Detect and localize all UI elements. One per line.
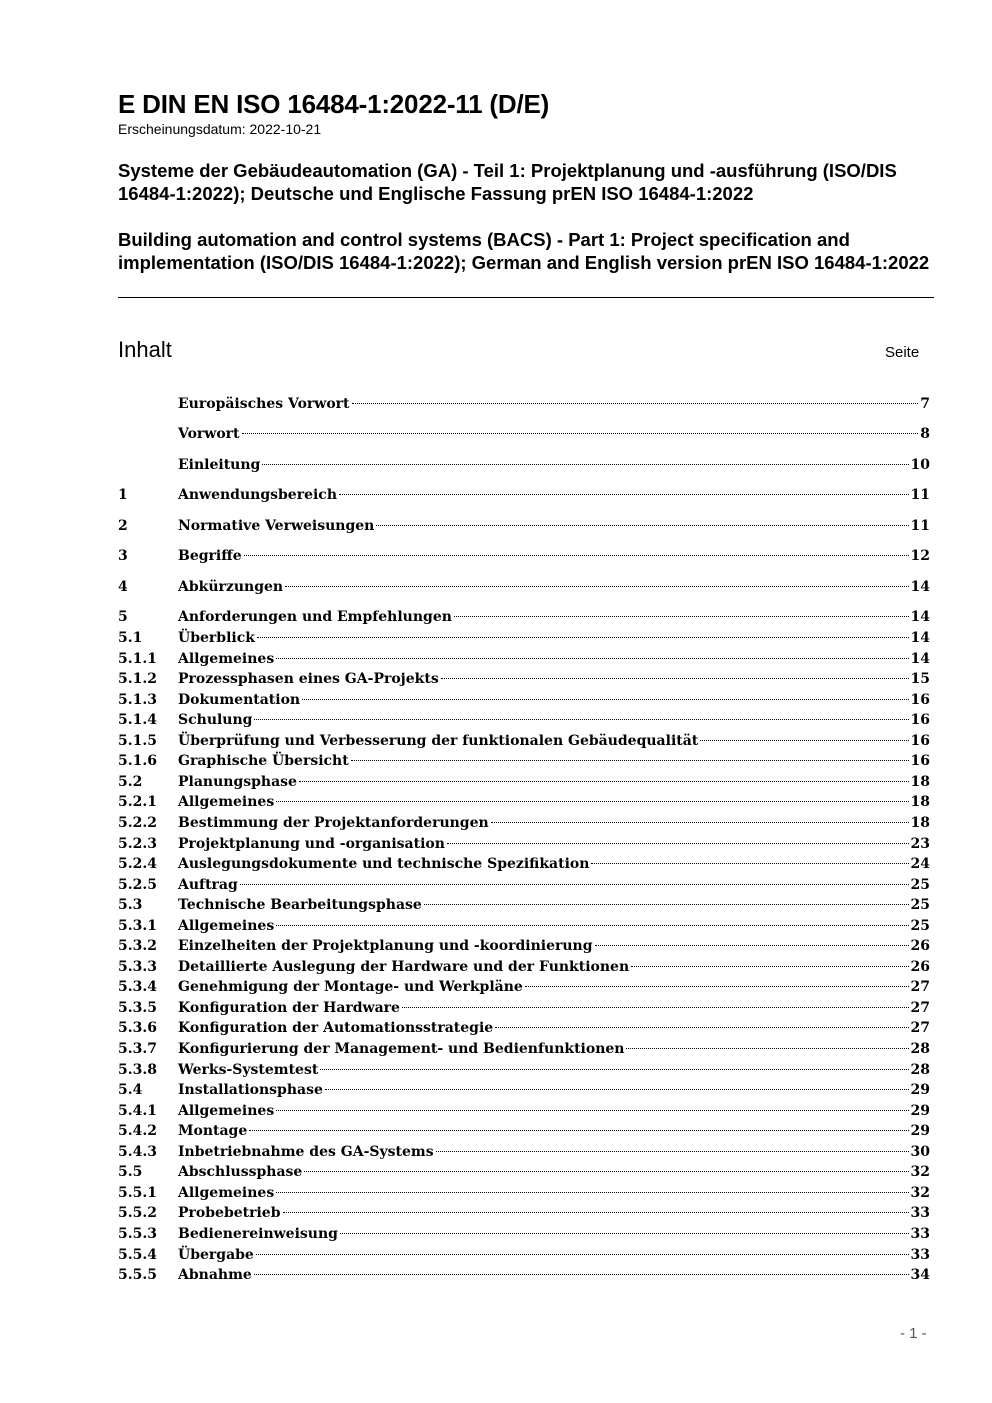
toc-entry-number: 5.4.3 — [118, 1143, 157, 1160]
toc-entry[interactable] — [118, 1040, 930, 1058]
toc-entry-title: Übergabe — [178, 1246, 254, 1263]
toc-entry-title: Allgemeines — [178, 794, 275, 811]
toc-entry-title: Inbetriebnahme des GA-Systems — [178, 1143, 434, 1160]
document-id: E DIN EN ISO 16484-1:2022-11 (D/E) — [118, 89, 550, 119]
toc-leader-dots — [339, 494, 909, 495]
toc-leader-dots — [242, 433, 919, 434]
title-german: Systeme der Gebäudeautomation (GA) - Teil 1: Projektplanung und -ausführung (ISO/DIS 16484-1:2022); Deutsche und Englische Fassung prEN ISO 16484-1:2022 — [118, 160, 897, 204]
toc-leader-dots — [276, 801, 908, 802]
toc-entry-page: 30 — [910, 1143, 930, 1160]
toc-entry-page: 25 — [910, 917, 930, 934]
toc-entry-page: 18 — [910, 814, 930, 831]
toc-leader-dots — [352, 403, 919, 404]
toc-entry[interactable] — [118, 1225, 930, 1243]
toc-entry-title: Schulung — [178, 712, 253, 729]
toc-entry[interactable] — [118, 650, 930, 668]
toc-entry-page: 12 — [910, 548, 930, 564]
toc-leader-dots — [240, 884, 909, 885]
toc-leader-dots — [302, 699, 908, 700]
toc-entry[interactable] — [118, 578, 930, 596]
toc-entry-title: Montage — [178, 1123, 248, 1140]
toc-entry-page: 25 — [910, 897, 930, 914]
toc-entry[interactable] — [118, 691, 930, 709]
toc-leader-dots — [244, 555, 909, 556]
toc-entry-page: 16 — [910, 753, 930, 770]
toc-entry[interactable] — [118, 456, 930, 474]
toc-entry-title: Konfigurierung der Management- und Bedienfunktionen — [178, 1041, 625, 1057]
toc-entry[interactable] — [118, 1122, 930, 1140]
toc-entry-page: 14 — [910, 579, 930, 595]
toc-entry-number: 5.1 — [118, 630, 143, 646]
toc-leader-dots — [591, 863, 908, 864]
toc-entry-page: 14 — [910, 609, 930, 625]
toc-entry-number: 5.1.1 — [118, 650, 157, 667]
toc-entry-page: 11 — [910, 487, 930, 503]
toc-entry-page: 33 — [910, 1246, 930, 1263]
toc-entry[interactable] — [118, 1246, 930, 1264]
toc-entry-number: 4 — [118, 579, 128, 595]
toc-entry[interactable] — [118, 773, 930, 791]
toc-leader-dots — [436, 1151, 909, 1152]
toc-entry-title: Auslegungsdokumente und technische Spezifikation — [178, 856, 590, 873]
toc-entry-number: 5.2 — [118, 773, 143, 790]
toc-entry-page: 25 — [910, 876, 930, 893]
toc-entry-page: 32 — [910, 1164, 930, 1181]
toc-entry[interactable] — [118, 395, 930, 413]
toc-entry-page: 16 — [910, 732, 930, 749]
toc-entry[interactable] — [118, 999, 930, 1017]
toc-entry-number: 5.4 — [118, 1082, 143, 1099]
toc-entry[interactable] — [118, 1184, 930, 1202]
toc-leader-dots — [376, 525, 908, 526]
toc-entry-number: 5.1.5 — [118, 732, 157, 749]
toc-entry-page: 16 — [910, 691, 930, 708]
toc-entry[interactable] — [118, 1204, 930, 1222]
toc-entry[interactable] — [118, 1163, 930, 1181]
toc-entry[interactable] — [118, 814, 930, 832]
toc-entry-title: Allgemeines — [178, 917, 275, 934]
toc-entry[interactable] — [118, 876, 930, 894]
toc-entry-title: Abschlussphase — [178, 1164, 303, 1181]
toc-entry-title: Installationsphase — [178, 1082, 323, 1099]
toc-entry-page: 24 — [910, 856, 930, 873]
toc-heading: Inhalt — [118, 337, 172, 362]
toc-entry-title: Projektplanung und -organisation — [178, 835, 445, 852]
toc-entry[interactable] — [118, 855, 930, 873]
toc-entry-page: 28 — [910, 1061, 930, 1078]
toc-entry-title: Europäisches Vorwort — [178, 396, 350, 412]
toc-entry-title: Einzelheiten der Projektplanung und -koordinierung — [178, 938, 593, 955]
toc-leader-dots — [454, 616, 909, 617]
toc-entry-number: 5.1.3 — [118, 691, 157, 708]
toc-entry-page: 16 — [910, 712, 930, 729]
toc-entry-number: 5.5.1 — [118, 1184, 157, 1201]
toc-entry-page: 28 — [910, 1041, 930, 1057]
toc-entry-number: 5.1.6 — [118, 753, 157, 770]
toc-leader-dots — [304, 1171, 908, 1172]
toc-entry-title: Abnahme — [178, 1267, 252, 1284]
toc-entry[interactable] — [118, 1102, 930, 1120]
toc-leader-dots — [254, 1274, 909, 1275]
toc-entry-number: 5.3.5 — [118, 999, 157, 1016]
toc-entry-page: 29 — [910, 1102, 930, 1119]
toc-entry-title: Allgemeines — [178, 1184, 275, 1201]
toc-entry-number: 5.5.4 — [118, 1246, 157, 1263]
toc-entry-number: 5.5.5 — [118, 1267, 157, 1284]
toc-leader-dots — [254, 719, 908, 720]
toc-entry[interactable] — [118, 835, 930, 853]
toc-leader-dots — [325, 1089, 909, 1090]
toc-entry-page: 29 — [910, 1082, 930, 1099]
toc-entry-number: 3 — [118, 548, 128, 564]
toc-entry-number: 5.5 — [118, 1164, 143, 1181]
toc-leader-dots — [283, 1212, 909, 1213]
toc-leader-dots — [495, 1027, 908, 1028]
toc-leader-dots — [320, 1069, 908, 1070]
toc-entry-number: 5.4.2 — [118, 1123, 157, 1140]
toc-entry[interactable] — [118, 608, 930, 626]
toc-entry[interactable] — [118, 978, 930, 996]
toc-leader-dots — [276, 925, 908, 926]
toc-entry-number: 5.2.3 — [118, 835, 157, 852]
toc-entry-number: 5.5.2 — [118, 1205, 157, 1222]
toc-entry-page: 26 — [910, 958, 930, 975]
toc-leader-dots — [402, 1007, 909, 1008]
toc-leader-dots — [351, 760, 909, 761]
toc-entry-page: 33 — [910, 1225, 930, 1242]
toc-entry[interactable] — [118, 670, 930, 688]
toc-entry-number: 5.3.2 — [118, 938, 157, 955]
footer-page-number: - 1 - — [900, 1325, 927, 1342]
toc-entry-number: 5.2.1 — [118, 794, 157, 811]
toc-entry-page: 34 — [910, 1267, 930, 1284]
toc-entry-title: Planungsphase — [178, 773, 297, 790]
toc-leader-dots — [631, 966, 908, 967]
toc-entry-number: 5 — [118, 609, 128, 625]
toc-entry-number: 5.3.6 — [118, 1020, 157, 1037]
toc-entry-page: 10 — [910, 457, 930, 473]
toc-entry-page: 32 — [910, 1184, 930, 1201]
toc-entry-page: 23 — [910, 835, 930, 852]
toc-entry-title: Überprüfung und Verbesserung der funktionalen Gebäudequalität — [178, 732, 699, 749]
toc-entry-number: 5.5.3 — [118, 1225, 157, 1242]
toc-entry[interactable] — [118, 1061, 930, 1079]
toc-leader-dots — [276, 1192, 908, 1193]
toc-entry-page: 8 — [920, 426, 930, 442]
toc-leader-dots — [262, 464, 908, 465]
toc-entry-page: 18 — [910, 773, 930, 790]
toc-leader-dots — [285, 586, 908, 587]
toc-entry[interactable] — [118, 486, 930, 504]
toc-leader-dots — [249, 1130, 908, 1131]
toc-entry[interactable] — [118, 517, 930, 535]
toc-entry[interactable] — [118, 1143, 930, 1161]
toc-entry-title: Begriffe — [178, 548, 242, 564]
toc-leader-dots — [525, 986, 909, 987]
toc-entry-number: 5.3.8 — [118, 1061, 157, 1078]
toc-entry[interactable] — [118, 958, 930, 976]
toc-entry-title: Bestimmung der Projektanforderungen — [178, 814, 489, 831]
toc-entry-page: 33 — [910, 1205, 930, 1222]
toc-entry-page: 14 — [910, 630, 930, 646]
toc-entry-title: Genehmigung der Montage- und Werkpläne — [178, 979, 523, 996]
toc-entry-title: Allgemeines — [178, 650, 275, 667]
toc-entry-title: Abkürzungen — [178, 579, 284, 595]
toc-entry[interactable] — [118, 793, 930, 811]
toc-entry-page: 14 — [910, 650, 930, 667]
toc-leader-dots — [447, 843, 909, 844]
toc-entry-title: Bedienereinweisung — [178, 1225, 338, 1242]
toc-entry-title: Auftrag — [178, 876, 238, 893]
toc-entry-number: 5.2.2 — [118, 814, 157, 831]
toc-leader-dots — [257, 637, 909, 638]
toc-entry-number: 5.1.4 — [118, 712, 157, 729]
toc-entry-title: Probebetrieb — [178, 1205, 281, 1222]
toc-entry[interactable] — [118, 732, 930, 750]
toc-entry-number: 5.1.2 — [118, 671, 157, 688]
toc-entry-page: 26 — [910, 938, 930, 955]
toc-entry-number: 5.3 — [118, 897, 143, 914]
toc-entry[interactable] — [118, 896, 930, 914]
toc-entry-title: Detaillierte Auslegung der Hardware und der Funktionen — [178, 958, 630, 975]
toc-entry-title: Dokumentation — [178, 691, 301, 708]
toc-leader-dots — [424, 904, 909, 905]
toc-page-label: Seite — [885, 344, 920, 361]
toc-entry-title: Anwendungsbereich — [178, 487, 337, 503]
toc-entry-page: 18 — [910, 794, 930, 811]
toc-entry-page: 29 — [910, 1123, 930, 1140]
toc-entry[interactable] — [118, 629, 930, 647]
toc-entry-page: 11 — [910, 518, 930, 534]
toc-entry-number: 5.2.4 — [118, 856, 157, 873]
toc-entry-number: 5.3.3 — [118, 958, 157, 975]
toc-entry-page: 27 — [910, 979, 930, 996]
toc-entry[interactable] — [118, 1019, 930, 1037]
toc-leader-dots — [276, 658, 908, 659]
toc-entry-number: 5.4.1 — [118, 1102, 157, 1119]
toc-entry-title: Werks-Systemtest — [178, 1061, 319, 1078]
toc-entry-number: 5.2.5 — [118, 876, 157, 893]
toc-leader-dots — [256, 1254, 909, 1255]
toc-leader-dots — [299, 781, 909, 782]
toc-leader-dots — [340, 1233, 909, 1234]
toc-entry-title: Vorwort — [178, 426, 240, 442]
toc-leader-dots — [441, 678, 909, 679]
toc-entry[interactable] — [118, 937, 930, 955]
toc-entry-number: 5.3.7 — [118, 1041, 157, 1057]
toc-entry-page: 7 — [920, 396, 930, 412]
toc-entry[interactable] — [118, 425, 930, 443]
toc-leader-dots — [626, 1048, 908, 1049]
toc-entry-title: Technische Bearbeitungsphase — [178, 897, 422, 914]
toc-entry-title: Einleitung — [178, 457, 261, 473]
toc-entry[interactable] — [118, 1266, 930, 1284]
toc-entry-title: Konfiguration der Automationsstrategie — [178, 1020, 494, 1037]
header-divider — [118, 297, 934, 298]
toc-leader-dots — [595, 945, 909, 946]
toc-entry[interactable] — [118, 547, 930, 565]
toc-entry[interactable] — [118, 711, 930, 729]
toc-entry-number: 1 — [118, 487, 128, 503]
toc-entry-title: Konfiguration der Hardware — [178, 999, 400, 1016]
toc-entry-title: Graphische Übersicht — [178, 753, 349, 770]
toc-entry-page: 15 — [910, 671, 930, 688]
toc-leader-dots — [491, 822, 909, 823]
toc-entry-page: 27 — [910, 999, 930, 1016]
title-english: Building automation and control systems (BACS) - Part 1: Project specification and implementation (ISO/DIS 16484-1:2022); German and English version prEN ISO 16484-1:2022 — [118, 229, 930, 273]
toc-entry-title: Überblick — [178, 630, 255, 646]
toc-leader-dots — [700, 740, 908, 741]
toc-entry-page: 27 — [910, 1020, 930, 1037]
toc-entry-title: Anforderungen und Empfehlungen — [178, 609, 452, 625]
toc-entry-number: 5.3.4 — [118, 979, 157, 996]
toc-entry[interactable] — [118, 917, 930, 935]
toc-entry-number: 2 — [118, 518, 128, 534]
toc-entry-number: 5.3.1 — [118, 917, 157, 934]
toc-entry-title: Allgemeines — [178, 1102, 275, 1119]
toc-entry-title: Prozessphasen eines GA-Projekts — [178, 671, 439, 688]
toc-leader-dots — [276, 1110, 908, 1111]
toc-entry-title: Normative Verweisungen — [178, 518, 375, 534]
toc-entry[interactable] — [118, 752, 930, 770]
toc-entry[interactable] — [118, 1081, 930, 1099]
publication-date: Erscheinungsdatum: 2022-10-21 — [118, 121, 322, 137]
